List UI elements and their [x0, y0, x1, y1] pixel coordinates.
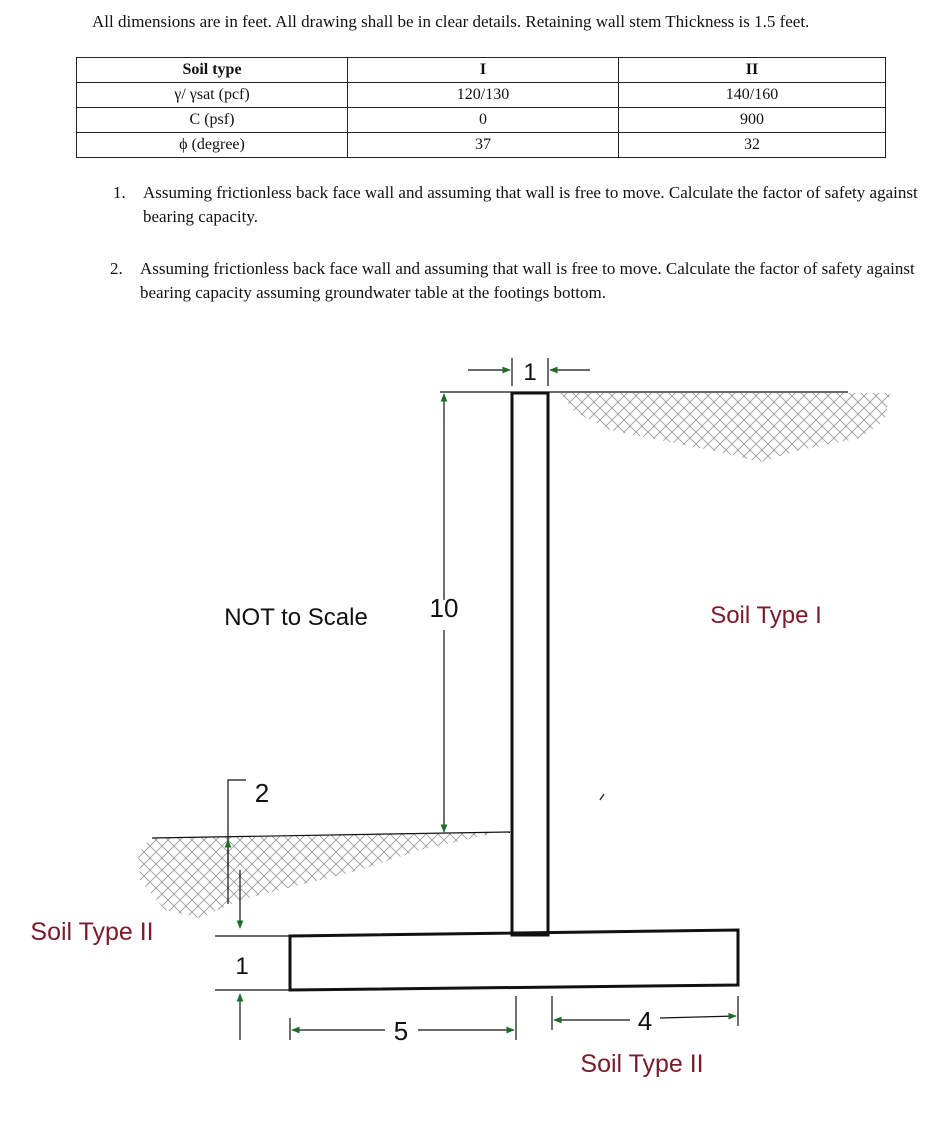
dim-footing-thickness — [215, 936, 290, 1040]
table-cell: C (psf) — [77, 108, 348, 133]
stray-mark — [600, 794, 604, 800]
table-cell: 32 — [619, 133, 886, 158]
table-header-cell: Soil type — [77, 58, 348, 83]
dim-toe — [290, 996, 516, 1046]
dim-toe-label: 5 — [393, 1016, 409, 1046]
intro-text: All dimensions are in feet. All drawing shall be in clear details. Retaining wall stem Thickness is 1.5 feet. — [92, 12, 810, 31]
wall-footing — [290, 930, 738, 990]
not-to-scale-note: NOT to Scale — [224, 604, 368, 631]
question-text: Assuming frictionless back face wall and assuming that wall is free to move. Calculate the factor of safety against bearing capacity assuming groundwater table at the footings bottom. — [140, 259, 915, 302]
table-cell: 120/130 — [348, 83, 619, 108]
dim-stem-top — [468, 358, 590, 386]
soil-type-left-label: Soil Type II — [30, 918, 154, 946]
dim-stem-top-label: 1 — [523, 359, 537, 386]
wall-stem — [512, 393, 548, 935]
dim-wall-height-label: 10 — [429, 593, 459, 623]
soil-hatch-right — [560, 393, 890, 462]
dim-heel-label: 4 — [637, 1006, 653, 1036]
dim-wall-height — [430, 394, 459, 832]
table-cell: 0 — [348, 108, 619, 133]
dim-front-soil-label: 2 — [254, 778, 270, 808]
question-number: 1. — [113, 183, 126, 202]
soil-hatch-left — [138, 832, 500, 918]
table-cell: 37 — [348, 133, 619, 158]
table-cell: ϕ (degree) — [77, 133, 348, 158]
question-text: Assuming frictionless back face wall and assuming that wall is free to move. Calculate the factor of safety against bearing capacity. — [143, 183, 918, 226]
soil-type-bottom-label: Soil Type II — [580, 1050, 704, 1078]
table-cell: 900 — [619, 108, 886, 133]
soil-type-right-label: Soil Type I — [710, 602, 822, 629]
table-cell: 140/160 — [619, 83, 886, 108]
table-header-cell: II — [619, 58, 886, 83]
question-number: 2. — [110, 259, 123, 278]
table-header-cell: I — [348, 58, 619, 83]
dim-footing-thickness-label: 1 — [235, 953, 249, 980]
table-cell: γ/ γsat (pcf) — [77, 83, 348, 108]
dim-heel — [552, 996, 738, 1036]
